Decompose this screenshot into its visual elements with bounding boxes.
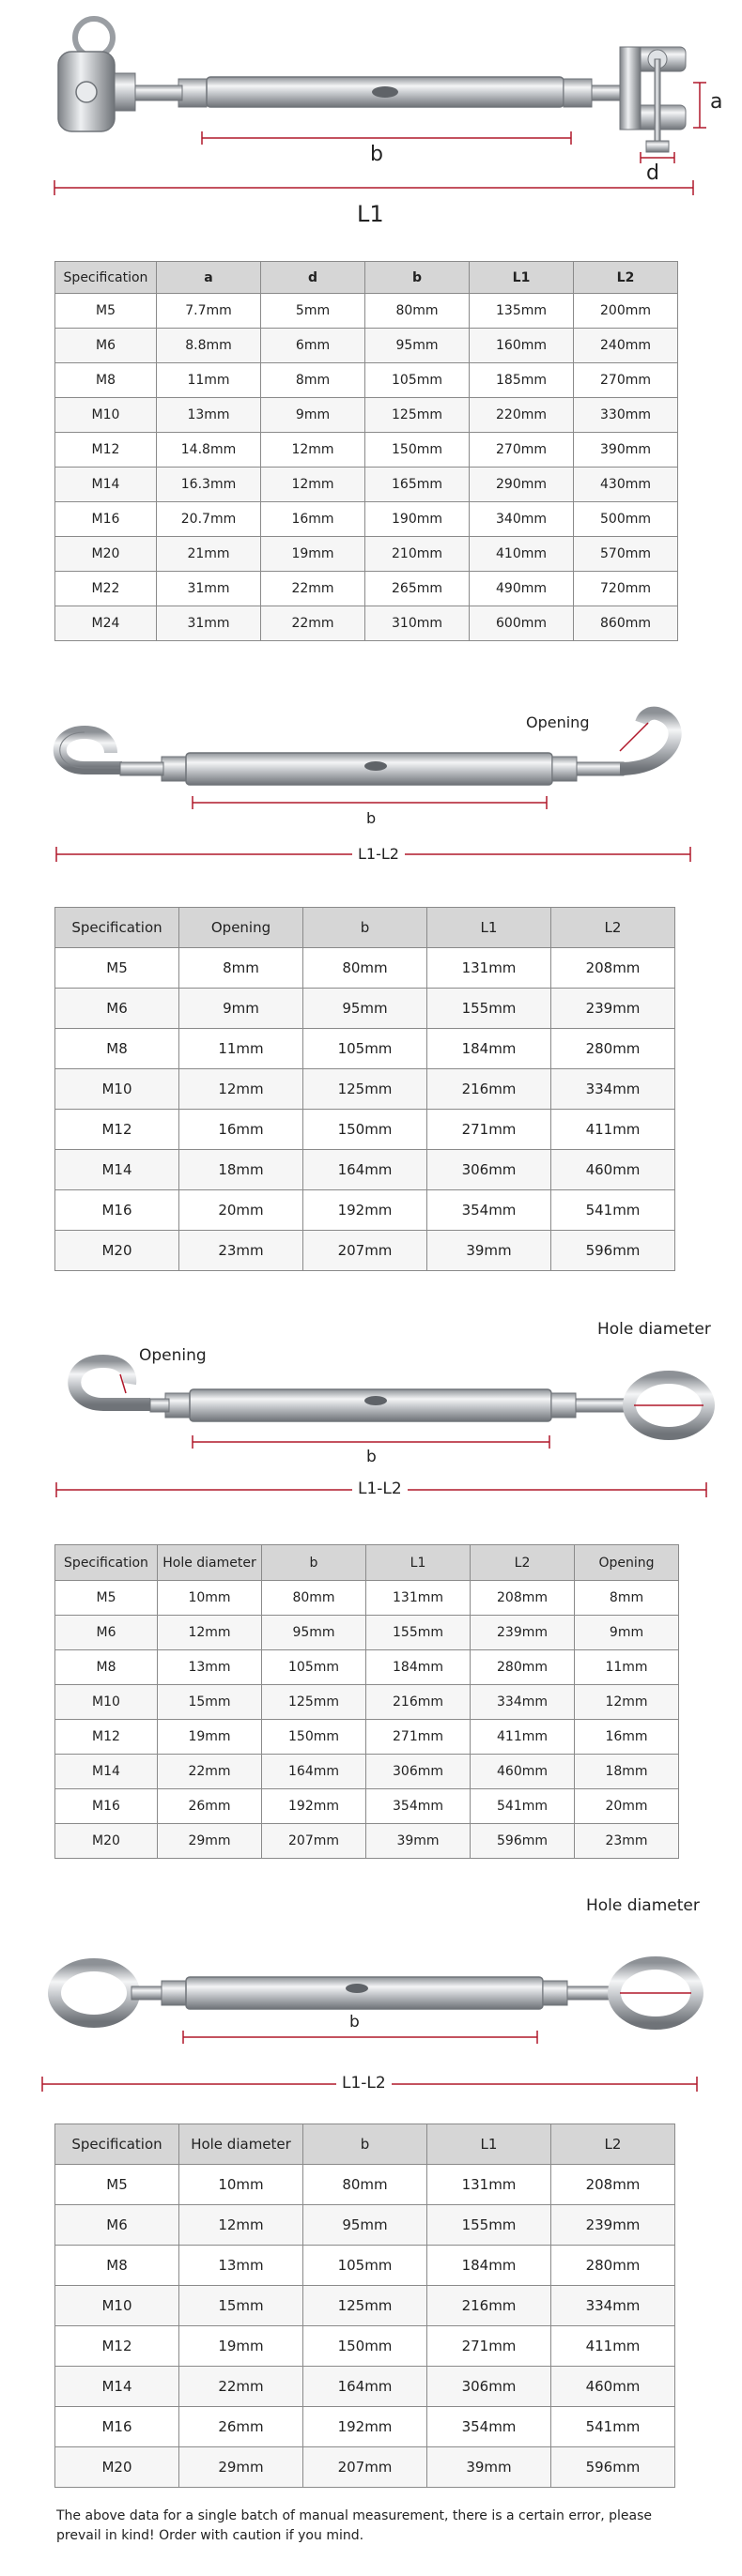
turnbuckle-eye-eye-diagram bbox=[0, 1896, 742, 2108]
value-cell: 570mm bbox=[574, 537, 678, 572]
dimension-b-label: b bbox=[366, 809, 377, 827]
value-cell: 9mm bbox=[575, 1616, 679, 1650]
value-cell: 95mm bbox=[262, 1616, 366, 1650]
table-row bbox=[55, 1720, 679, 1755]
value-cell: 216mm bbox=[427, 2286, 551, 2326]
header-cell: Hole diameter bbox=[179, 2124, 303, 2165]
spec-cell: M20 bbox=[55, 537, 157, 572]
value-cell: 210mm bbox=[365, 537, 470, 572]
value-cell: 164mm bbox=[303, 1150, 427, 1190]
table-header-row bbox=[55, 1545, 679, 1581]
value-cell: 596mm bbox=[551, 1231, 675, 1271]
value-cell: 208mm bbox=[551, 948, 675, 989]
header-cell: L1 bbox=[427, 2124, 551, 2165]
value-cell: 14.8mm bbox=[157, 433, 261, 468]
value-cell: 105mm bbox=[303, 2246, 427, 2286]
table-row bbox=[55, 2205, 675, 2246]
table-row bbox=[55, 1789, 679, 1824]
value-cell: 390mm bbox=[574, 433, 678, 468]
value-cell: 80mm bbox=[365, 294, 470, 329]
spec-cell: M8 bbox=[55, 363, 157, 398]
opening-label: Opening bbox=[526, 713, 590, 731]
spec-table-eye-eye bbox=[54, 2124, 675, 2488]
value-cell: 165mm bbox=[365, 468, 470, 502]
value-cell: 271mm bbox=[427, 1110, 551, 1150]
value-cell: 164mm bbox=[262, 1755, 366, 1789]
spec-cell: M6 bbox=[55, 1616, 158, 1650]
value-cell: 354mm bbox=[427, 2407, 551, 2447]
table-row bbox=[55, 989, 675, 1029]
spec-cell: M10 bbox=[55, 2286, 179, 2326]
spec-cell: M20 bbox=[55, 2447, 179, 2488]
value-cell: 207mm bbox=[262, 1824, 366, 1859]
value-cell: 207mm bbox=[303, 1231, 427, 1271]
table-row bbox=[55, 1581, 679, 1616]
header-cell: Opening bbox=[575, 1545, 679, 1581]
dimension-l-label: L1-L2 bbox=[336, 2074, 392, 2093]
spec-table-hook-eye bbox=[54, 1544, 679, 1859]
value-cell: 164mm bbox=[303, 2367, 427, 2407]
value-cell: 131mm bbox=[427, 2165, 551, 2205]
value-cell: 411mm bbox=[551, 2326, 675, 2367]
value-cell: 184mm bbox=[427, 2246, 551, 2286]
value-cell: 265mm bbox=[365, 572, 470, 606]
dimension-b-label: b bbox=[349, 2013, 360, 2032]
dimension-l-label: L1-L2 bbox=[352, 845, 405, 863]
value-cell: 39mm bbox=[427, 1231, 551, 1271]
value-cell: 184mm bbox=[427, 1029, 551, 1069]
table-row bbox=[55, 329, 678, 363]
table-header-row bbox=[55, 262, 678, 294]
value-cell: 125mm bbox=[303, 2286, 427, 2326]
value-cell: 280mm bbox=[551, 1029, 675, 1069]
value-cell: 105mm bbox=[365, 363, 470, 398]
value-cell: 190mm bbox=[365, 502, 470, 537]
value-cell: 13mm bbox=[158, 1650, 262, 1685]
header-cell: Specification bbox=[55, 262, 157, 294]
spec-cell: M24 bbox=[55, 606, 157, 641]
value-cell: 200mm bbox=[574, 294, 678, 329]
value-cell: 11mm bbox=[157, 363, 261, 398]
value-cell: 13mm bbox=[179, 2246, 303, 2286]
value-cell: 240mm bbox=[574, 329, 678, 363]
value-cell: 239mm bbox=[471, 1616, 575, 1650]
spec-cell: M22 bbox=[55, 572, 157, 606]
dimension-l-label: L1-L2 bbox=[352, 1480, 408, 1498]
value-cell: 192mm bbox=[303, 2407, 427, 2447]
value-cell: 9mm bbox=[261, 398, 365, 433]
value-cell: 184mm bbox=[366, 1650, 471, 1685]
table-row bbox=[55, 2407, 675, 2447]
spec-cell: M12 bbox=[55, 433, 157, 468]
value-cell: 541mm bbox=[471, 1789, 575, 1824]
table-row bbox=[55, 1650, 679, 1685]
value-cell: 220mm bbox=[470, 398, 574, 433]
table-row bbox=[55, 2165, 675, 2205]
spec-cell: M6 bbox=[55, 989, 179, 1029]
value-cell: 20.7mm bbox=[157, 502, 261, 537]
value-cell: 22mm bbox=[261, 572, 365, 606]
table-row bbox=[55, 1755, 679, 1789]
value-cell: 22mm bbox=[179, 2367, 303, 2407]
spec-cell: M5 bbox=[55, 948, 179, 989]
value-cell: 155mm bbox=[366, 1616, 471, 1650]
value-cell: 131mm bbox=[427, 948, 551, 989]
dimension-b-label: b bbox=[366, 1448, 377, 1466]
value-cell: 541mm bbox=[551, 1190, 675, 1231]
value-cell: 105mm bbox=[303, 1029, 427, 1069]
value-cell: 10mm bbox=[158, 1581, 262, 1616]
value-cell: 216mm bbox=[366, 1685, 471, 1720]
value-cell: 7.7mm bbox=[157, 294, 261, 329]
value-cell: 596mm bbox=[471, 1824, 575, 1859]
value-cell: 208mm bbox=[551, 2165, 675, 2205]
header-cell: Hole diameter bbox=[158, 1545, 262, 1581]
value-cell: 270mm bbox=[470, 433, 574, 468]
value-cell: 22mm bbox=[261, 606, 365, 641]
spec-cell: M5 bbox=[55, 294, 157, 329]
table-row bbox=[55, 2246, 675, 2286]
value-cell: 216mm bbox=[427, 1069, 551, 1110]
table-row bbox=[55, 2286, 675, 2326]
value-cell: 411mm bbox=[471, 1720, 575, 1755]
header-cell: b bbox=[303, 908, 427, 948]
value-cell: 207mm bbox=[303, 2447, 427, 2488]
value-cell: 80mm bbox=[303, 948, 427, 989]
table-header-row bbox=[55, 2124, 675, 2165]
value-cell: 22mm bbox=[158, 1755, 262, 1789]
turnbuckle-jaw-diagram bbox=[0, 0, 742, 244]
value-cell: 125mm bbox=[303, 1069, 427, 1110]
table-row bbox=[55, 606, 678, 641]
value-cell: 29mm bbox=[158, 1824, 262, 1859]
header-cell: Opening bbox=[179, 908, 303, 948]
header-cell: L1 bbox=[470, 262, 574, 294]
value-cell: 460mm bbox=[551, 1150, 675, 1190]
value-cell: 23mm bbox=[575, 1824, 679, 1859]
spec-cell: M5 bbox=[55, 1581, 158, 1616]
header-cell: b bbox=[365, 262, 470, 294]
table-row bbox=[55, 433, 678, 468]
value-cell: 280mm bbox=[471, 1650, 575, 1685]
spec-cell: M10 bbox=[55, 1685, 158, 1720]
value-cell: 16.3mm bbox=[157, 468, 261, 502]
value-cell: 290mm bbox=[470, 468, 574, 502]
table-row bbox=[55, 2326, 675, 2367]
value-cell: 239mm bbox=[551, 989, 675, 1029]
value-cell: 460mm bbox=[551, 2367, 675, 2407]
table-row bbox=[55, 363, 678, 398]
value-cell: 310mm bbox=[365, 606, 470, 641]
value-cell: 39mm bbox=[427, 2447, 551, 2488]
value-cell: 12mm bbox=[575, 1685, 679, 1720]
value-cell: 720mm bbox=[574, 572, 678, 606]
header-cell: L1 bbox=[427, 908, 551, 948]
table-row bbox=[55, 2447, 675, 2488]
header-cell: L2 bbox=[574, 262, 678, 294]
value-cell: 500mm bbox=[574, 502, 678, 537]
table-row bbox=[55, 1824, 679, 1859]
value-cell: 23mm bbox=[179, 1231, 303, 1271]
value-cell: 330mm bbox=[574, 398, 678, 433]
value-cell: 31mm bbox=[157, 572, 261, 606]
value-cell: 20mm bbox=[179, 1190, 303, 1231]
value-cell: 155mm bbox=[427, 2205, 551, 2246]
table-row bbox=[55, 572, 678, 606]
value-cell: 12mm bbox=[179, 2205, 303, 2246]
value-cell: 150mm bbox=[303, 2326, 427, 2367]
spec-table-jaw bbox=[54, 261, 678, 641]
value-cell: 18mm bbox=[179, 1150, 303, 1190]
spec-cell: M14 bbox=[55, 2367, 179, 2407]
value-cell: 95mm bbox=[303, 989, 427, 1029]
table-row bbox=[55, 1685, 679, 1720]
value-cell: 12mm bbox=[261, 433, 365, 468]
header-cell: L2 bbox=[551, 2124, 675, 2165]
header-cell: Specification bbox=[55, 1545, 158, 1581]
value-cell: 9mm bbox=[179, 989, 303, 1029]
spec-cell: M12 bbox=[55, 1110, 179, 1150]
value-cell: 12mm bbox=[179, 1069, 303, 1110]
value-cell: 8mm bbox=[575, 1581, 679, 1616]
value-cell: 411mm bbox=[551, 1110, 675, 1150]
header-cell: L1 bbox=[366, 1545, 471, 1581]
value-cell: 239mm bbox=[551, 2205, 675, 2246]
value-cell: 270mm bbox=[574, 363, 678, 398]
value-cell: 8mm bbox=[261, 363, 365, 398]
spec-cell: M8 bbox=[55, 1029, 179, 1069]
dimension-l1-label: L1 bbox=[357, 201, 384, 227]
value-cell: 271mm bbox=[427, 2326, 551, 2367]
opening-label: Opening bbox=[139, 1346, 207, 1365]
value-cell: 334mm bbox=[551, 2286, 675, 2326]
table-row bbox=[55, 2367, 675, 2407]
value-cell: 860mm bbox=[574, 606, 678, 641]
table-row bbox=[55, 1231, 675, 1271]
value-cell: 16mm bbox=[575, 1720, 679, 1755]
dimension-d-label: d bbox=[646, 161, 659, 185]
spec-cell: M8 bbox=[55, 2246, 179, 2286]
value-cell: 306mm bbox=[427, 2367, 551, 2407]
spec-cell: M16 bbox=[55, 1789, 158, 1824]
turnbuckle-hook-diagram bbox=[0, 685, 742, 873]
value-cell: 354mm bbox=[366, 1789, 471, 1824]
header-cell: d bbox=[261, 262, 365, 294]
value-cell: 20mm bbox=[575, 1789, 679, 1824]
disclaimer-note: The above data for a single batch of manual measurement, there is a certain error, please prevail in kind! Order with caution if you mind. bbox=[56, 2508, 653, 2543]
spec-cell: M14 bbox=[55, 468, 157, 502]
header-cell: b bbox=[262, 1545, 366, 1581]
value-cell: 8.8mm bbox=[157, 329, 261, 363]
value-cell: 280mm bbox=[551, 2246, 675, 2286]
spec-cell: M20 bbox=[55, 1824, 158, 1859]
value-cell: 80mm bbox=[303, 2165, 427, 2205]
value-cell: 95mm bbox=[303, 2205, 427, 2246]
header-cell: Specification bbox=[55, 908, 179, 948]
value-cell: 15mm bbox=[179, 2286, 303, 2326]
header-cell: L2 bbox=[551, 908, 675, 948]
value-cell: 208mm bbox=[471, 1581, 575, 1616]
value-cell: 150mm bbox=[303, 1110, 427, 1150]
value-cell: 19mm bbox=[179, 2326, 303, 2367]
value-cell: 160mm bbox=[470, 329, 574, 363]
value-cell: 131mm bbox=[366, 1581, 471, 1616]
value-cell: 430mm bbox=[574, 468, 678, 502]
value-cell: 13mm bbox=[157, 398, 261, 433]
hole-diameter-label: Hole diameter bbox=[597, 1320, 711, 1339]
value-cell: 80mm bbox=[262, 1581, 366, 1616]
table-row bbox=[55, 1150, 675, 1190]
value-cell: 11mm bbox=[179, 1029, 303, 1069]
header-cell: b bbox=[303, 2124, 427, 2165]
value-cell: 306mm bbox=[427, 1150, 551, 1190]
value-cell: 19mm bbox=[261, 537, 365, 572]
table-header-row bbox=[55, 908, 675, 948]
value-cell: 12mm bbox=[158, 1616, 262, 1650]
value-cell: 596mm bbox=[551, 2447, 675, 2488]
value-cell: 95mm bbox=[365, 329, 470, 363]
value-cell: 340mm bbox=[470, 502, 574, 537]
value-cell: 26mm bbox=[158, 1789, 262, 1824]
value-cell: 185mm bbox=[470, 363, 574, 398]
table-row bbox=[55, 398, 678, 433]
value-cell: 18mm bbox=[575, 1755, 679, 1789]
value-cell: 354mm bbox=[427, 1190, 551, 1231]
value-cell: 11mm bbox=[575, 1650, 679, 1685]
table-row bbox=[55, 294, 678, 329]
table-row bbox=[55, 948, 675, 989]
value-cell: 490mm bbox=[470, 572, 574, 606]
value-cell: 460mm bbox=[471, 1755, 575, 1789]
turnbuckle-hook-eye-diagram bbox=[0, 1314, 742, 1511]
value-cell: 21mm bbox=[157, 537, 261, 572]
table-row bbox=[55, 1190, 675, 1231]
value-cell: 125mm bbox=[262, 1685, 366, 1720]
dimension-a-label: a bbox=[710, 90, 723, 114]
value-cell: 306mm bbox=[366, 1755, 471, 1789]
spec-cell: M12 bbox=[55, 2326, 179, 2367]
value-cell: 26mm bbox=[179, 2407, 303, 2447]
value-cell: 600mm bbox=[470, 606, 574, 641]
value-cell: 155mm bbox=[427, 989, 551, 1029]
value-cell: 39mm bbox=[366, 1824, 471, 1859]
value-cell: 410mm bbox=[470, 537, 574, 572]
spec-cell: M8 bbox=[55, 1650, 158, 1685]
table-row bbox=[55, 468, 678, 502]
value-cell: 16mm bbox=[179, 1110, 303, 1150]
spec-cell: M12 bbox=[55, 1720, 158, 1755]
table-row bbox=[55, 537, 678, 572]
value-cell: 15mm bbox=[158, 1685, 262, 1720]
spec-cell: M5 bbox=[55, 2165, 179, 2205]
dimension-b-label: b bbox=[370, 143, 383, 166]
value-cell: 334mm bbox=[471, 1685, 575, 1720]
value-cell: 31mm bbox=[157, 606, 261, 641]
spec-cell: M16 bbox=[55, 2407, 179, 2447]
value-cell: 150mm bbox=[262, 1720, 366, 1755]
table-row bbox=[55, 1029, 675, 1069]
table-row bbox=[55, 1616, 679, 1650]
spec-cell: M16 bbox=[55, 1190, 179, 1231]
value-cell: 16mm bbox=[261, 502, 365, 537]
table-row bbox=[55, 1069, 675, 1110]
value-cell: 105mm bbox=[262, 1650, 366, 1685]
value-cell: 192mm bbox=[262, 1789, 366, 1824]
spec-table-hook bbox=[54, 907, 675, 1271]
value-cell: 10mm bbox=[179, 2165, 303, 2205]
value-cell: 271mm bbox=[366, 1720, 471, 1755]
header-cell: L2 bbox=[471, 1545, 575, 1581]
value-cell: 135mm bbox=[470, 294, 574, 329]
spec-cell: M20 bbox=[55, 1231, 179, 1271]
spec-cell: M16 bbox=[55, 502, 157, 537]
table-row bbox=[55, 502, 678, 537]
value-cell: 192mm bbox=[303, 1190, 427, 1231]
value-cell: 6mm bbox=[261, 329, 365, 363]
value-cell: 125mm bbox=[365, 398, 470, 433]
value-cell: 334mm bbox=[551, 1069, 675, 1110]
spec-cell: M10 bbox=[55, 1069, 179, 1110]
hole-diameter-label: Hole diameter bbox=[586, 1896, 700, 1915]
spec-cell: M10 bbox=[55, 398, 157, 433]
spec-cell: M6 bbox=[55, 2205, 179, 2246]
value-cell: 29mm bbox=[179, 2447, 303, 2488]
value-cell: 150mm bbox=[365, 433, 470, 468]
value-cell: 8mm bbox=[179, 948, 303, 989]
spec-cell: M6 bbox=[55, 329, 157, 363]
spec-cell: M14 bbox=[55, 1150, 179, 1190]
value-cell: 5mm bbox=[261, 294, 365, 329]
value-cell: 12mm bbox=[261, 468, 365, 502]
value-cell: 541mm bbox=[551, 2407, 675, 2447]
value-cell: 19mm bbox=[158, 1720, 262, 1755]
header-cell: Specification bbox=[55, 2124, 179, 2165]
header-cell: a bbox=[157, 262, 261, 294]
table-row bbox=[55, 1110, 675, 1150]
spec-cell: M14 bbox=[55, 1755, 158, 1789]
